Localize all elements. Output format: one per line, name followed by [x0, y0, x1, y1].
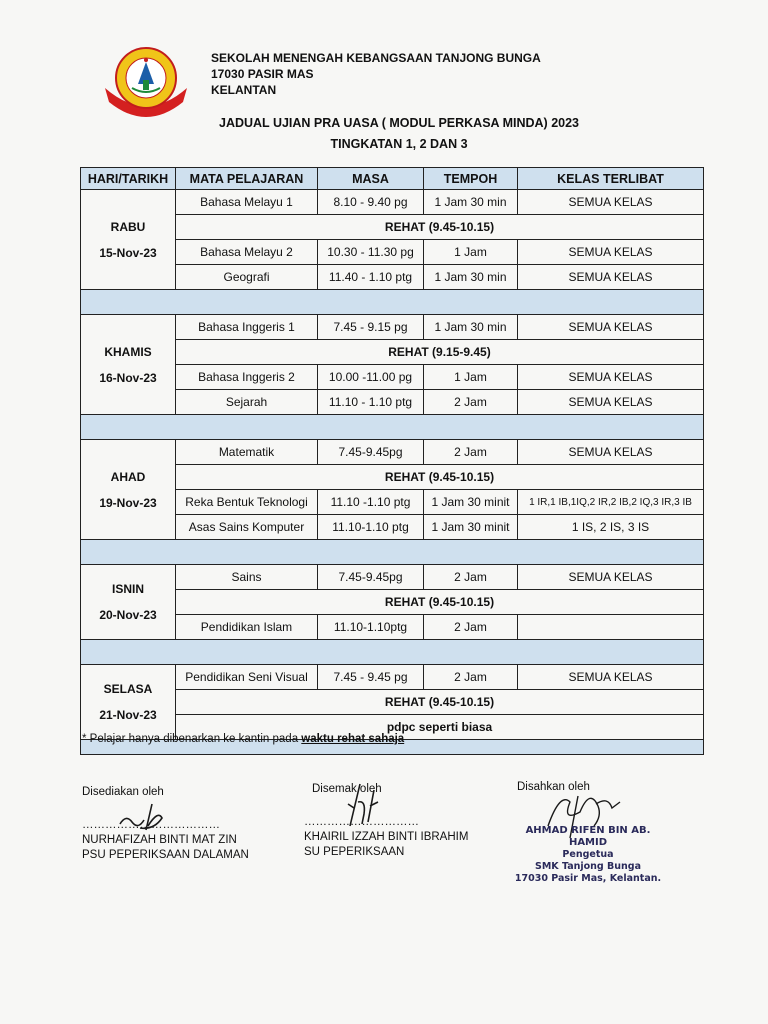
- school-state: KELANTAN: [211, 83, 277, 97]
- time-cell: 7.45 - 9.45 pg: [318, 665, 424, 690]
- header-mata-pelajaran: MATA PELAJARAN: [176, 168, 318, 190]
- classes-cell: SEMUA KELAS: [518, 240, 704, 265]
- time-cell: 8.10 - 9.40 pg: [318, 190, 424, 215]
- signatory-role: PSU PEPERIKSAAN DALAMAN: [82, 849, 249, 861]
- time-cell: 11.10 - 1.10 ptg: [318, 390, 424, 415]
- classes-cell: SEMUA KELAS: [518, 315, 704, 340]
- subject-cell: Asas Sains Komputer: [176, 515, 318, 540]
- classes-cell: 1 IS, 2 IS, 3 IS: [518, 515, 704, 540]
- classes-cell: SEMUA KELAS: [518, 190, 704, 215]
- signature-mark-icon: [118, 800, 168, 834]
- separator-row: [81, 540, 704, 565]
- duration-cell: 1 Jam 30 minit: [424, 515, 518, 540]
- classes-cell: SEMUA KELAS: [518, 265, 704, 290]
- day-name: KHAMIS: [104, 344, 152, 359]
- separator-cell: [81, 640, 704, 665]
- time-cell: 7.45-9.45pg: [318, 565, 424, 590]
- duration-cell: 2 Jam: [424, 565, 518, 590]
- signature-label: Disediakan oleh: [82, 786, 164, 798]
- time-cell: 11.10-1.10ptg: [318, 615, 424, 640]
- separator-cell: [81, 540, 704, 565]
- signatory-name: NURHAFIZAH BINTI MAT ZIN: [82, 834, 237, 846]
- duration-cell: 1 Jam: [424, 240, 518, 265]
- principal-role: Pengetua: [562, 849, 614, 860]
- day-cell: [81, 665, 176, 740]
- day-date: 16-Nov-23: [99, 370, 157, 385]
- duration-cell: 2 Jam: [424, 615, 518, 640]
- table-row: [81, 190, 704, 215]
- header-masa: MASA: [318, 168, 424, 190]
- note-text: * Pelajar hanya dibenarkan ke kantin pada: [82, 733, 302, 745]
- day-date: 20-Nov-23: [99, 608, 157, 622]
- time-cell: 7.45 - 9.15 pg: [318, 315, 424, 340]
- table-row: [81, 440, 704, 465]
- separator-cell: [81, 290, 704, 315]
- signatory-role: SU PEPERIKSAAN: [304, 846, 405, 858]
- classes-cell: SEMUA KELAS: [518, 665, 704, 690]
- subject-cell: Pendidikan Islam: [176, 615, 318, 640]
- day-cell: [81, 440, 176, 540]
- subject-cell: Sejarah: [176, 390, 318, 415]
- rehat-cell: REHAT (9.45-10.15): [176, 690, 704, 715]
- signature-block-checked: [304, 782, 468, 860]
- classes-cell: 1 IR,1 IB,1IQ,2 IR,2 IB,2 IQ,3 IR,3 IB: [518, 490, 704, 515]
- subject-cell: Bahasa Inggeris 1: [176, 315, 318, 340]
- header-hari-tarikh: HARI/TARIKH: [81, 168, 176, 190]
- day-date: 15-Nov-23: [99, 245, 157, 260]
- exam-schedule-table: [80, 167, 704, 755]
- table-row: [81, 665, 704, 690]
- school-logo: [103, 44, 189, 118]
- subject-cell: Geografi: [176, 265, 318, 290]
- signatory-name: KHAIRIL IZZAH BINTI IBRAHIM: [304, 831, 469, 843]
- document-title: JADUAL UJIAN PRA UASA ( MODUL PERKASA MINDA) 2023: [219, 116, 579, 130]
- time-cell: 10.00 -11.00 pg: [318, 365, 424, 390]
- subject-cell: Matematik: [176, 440, 318, 465]
- separator-row: [81, 290, 704, 315]
- subject-cell: Reka Bentuk Teknologi: [176, 490, 318, 515]
- day-date: 21-Nov-23: [99, 708, 157, 722]
- rehat-cell: REHAT (9.45-10.15): [176, 215, 704, 240]
- time-cell: 11.40 - 1.10 ptg: [318, 265, 424, 290]
- time-cell: 11.10-1.10 ptg: [318, 515, 424, 540]
- header-kelas-terlibat: KELAS TERLIBAT: [518, 168, 704, 190]
- time-cell: 10.30 - 11.30 pg: [318, 240, 424, 265]
- classes-cell: SEMUA KELAS: [518, 365, 704, 390]
- time-cell: 11.10 -1.10 ptg: [318, 490, 424, 515]
- subject-cell: Bahasa Melayu 2: [176, 240, 318, 265]
- day-cell: [81, 190, 176, 290]
- principal-stamp: [513, 825, 663, 885]
- duration-cell: 1 Jam: [424, 365, 518, 390]
- separator-row: [81, 640, 704, 665]
- note-emphasis: waktu rehat sahaja: [301, 733, 405, 745]
- principal-address: 17030 Pasir Mas, Kelantan.: [514, 873, 662, 884]
- duration-cell: 1 Jam 30 minit: [424, 490, 518, 515]
- day-name: ISNIN: [111, 582, 144, 596]
- rehat-cell: REHAT (9.45-10.15): [176, 590, 704, 615]
- duration-cell: 1 Jam 30 min: [424, 265, 518, 290]
- table-row: [81, 565, 704, 590]
- header-tempoh: TEMPOH: [424, 168, 518, 190]
- day-name: SELASA: [103, 682, 153, 696]
- signature-dots: ………………………………: [82, 819, 220, 831]
- day-date: 19-Nov-23: [99, 495, 157, 510]
- subject-cell: Pendidikan Seni Visual: [176, 665, 318, 690]
- school-name: SEKOLAH MENENGAH KEBANGSAAN TANJONG BUNGA: [211, 51, 541, 65]
- classes-cell: [518, 615, 704, 640]
- subject-cell: Bahasa Melayu 1: [176, 190, 318, 215]
- signature-label: Disemak oleh: [312, 783, 382, 795]
- school-postcode-town: 17030 PASIR MAS: [211, 67, 314, 81]
- table-header-row: [81, 168, 704, 190]
- classes-cell: SEMUA KELAS: [518, 440, 704, 465]
- duration-cell: 2 Jam: [424, 390, 518, 415]
- duration-cell: 2 Jam: [424, 440, 518, 465]
- separator-cell: [81, 415, 704, 440]
- day-name: AHAD: [110, 469, 146, 484]
- subject-cell: Bahasa Inggeris 2: [176, 365, 318, 390]
- separator-row: [81, 415, 704, 440]
- classes-cell: SEMUA KELAS: [518, 565, 704, 590]
- rehat-cell: REHAT (9.45-10.15): [176, 465, 704, 490]
- duration-cell: 2 Jam: [424, 665, 518, 690]
- signature-label: Disahkan oleh: [517, 781, 590, 793]
- time-cell: 7.45-9.45pg: [318, 440, 424, 465]
- duration-cell: 1 Jam 30 min: [424, 190, 518, 215]
- day-cell: [81, 565, 176, 640]
- document-subtitle: TINGKATAN 1, 2 DAN 3: [330, 137, 468, 151]
- day-name: RABU: [110, 219, 146, 234]
- principal-name: AHMAD RIFEN BIN AB. HAMID: [525, 825, 651, 848]
- rehat-cell: REHAT (9.15-9.45): [176, 340, 704, 365]
- table-row: [81, 315, 704, 340]
- signature-dots: …………………………: [304, 816, 419, 828]
- day-cell: [81, 315, 176, 415]
- pdpc-cell: pdpc seperti biasa: [176, 715, 704, 740]
- school-header: [211, 50, 541, 98]
- subject-cell: Sains: [176, 565, 318, 590]
- canteen-note: [82, 733, 404, 745]
- signature-mark-icon: [334, 778, 386, 830]
- classes-cell: SEMUA KELAS: [518, 390, 704, 415]
- duration-cell: 1 Jam 30 min: [424, 315, 518, 340]
- principal-org: SMK Tanjong Bunga: [534, 861, 642, 872]
